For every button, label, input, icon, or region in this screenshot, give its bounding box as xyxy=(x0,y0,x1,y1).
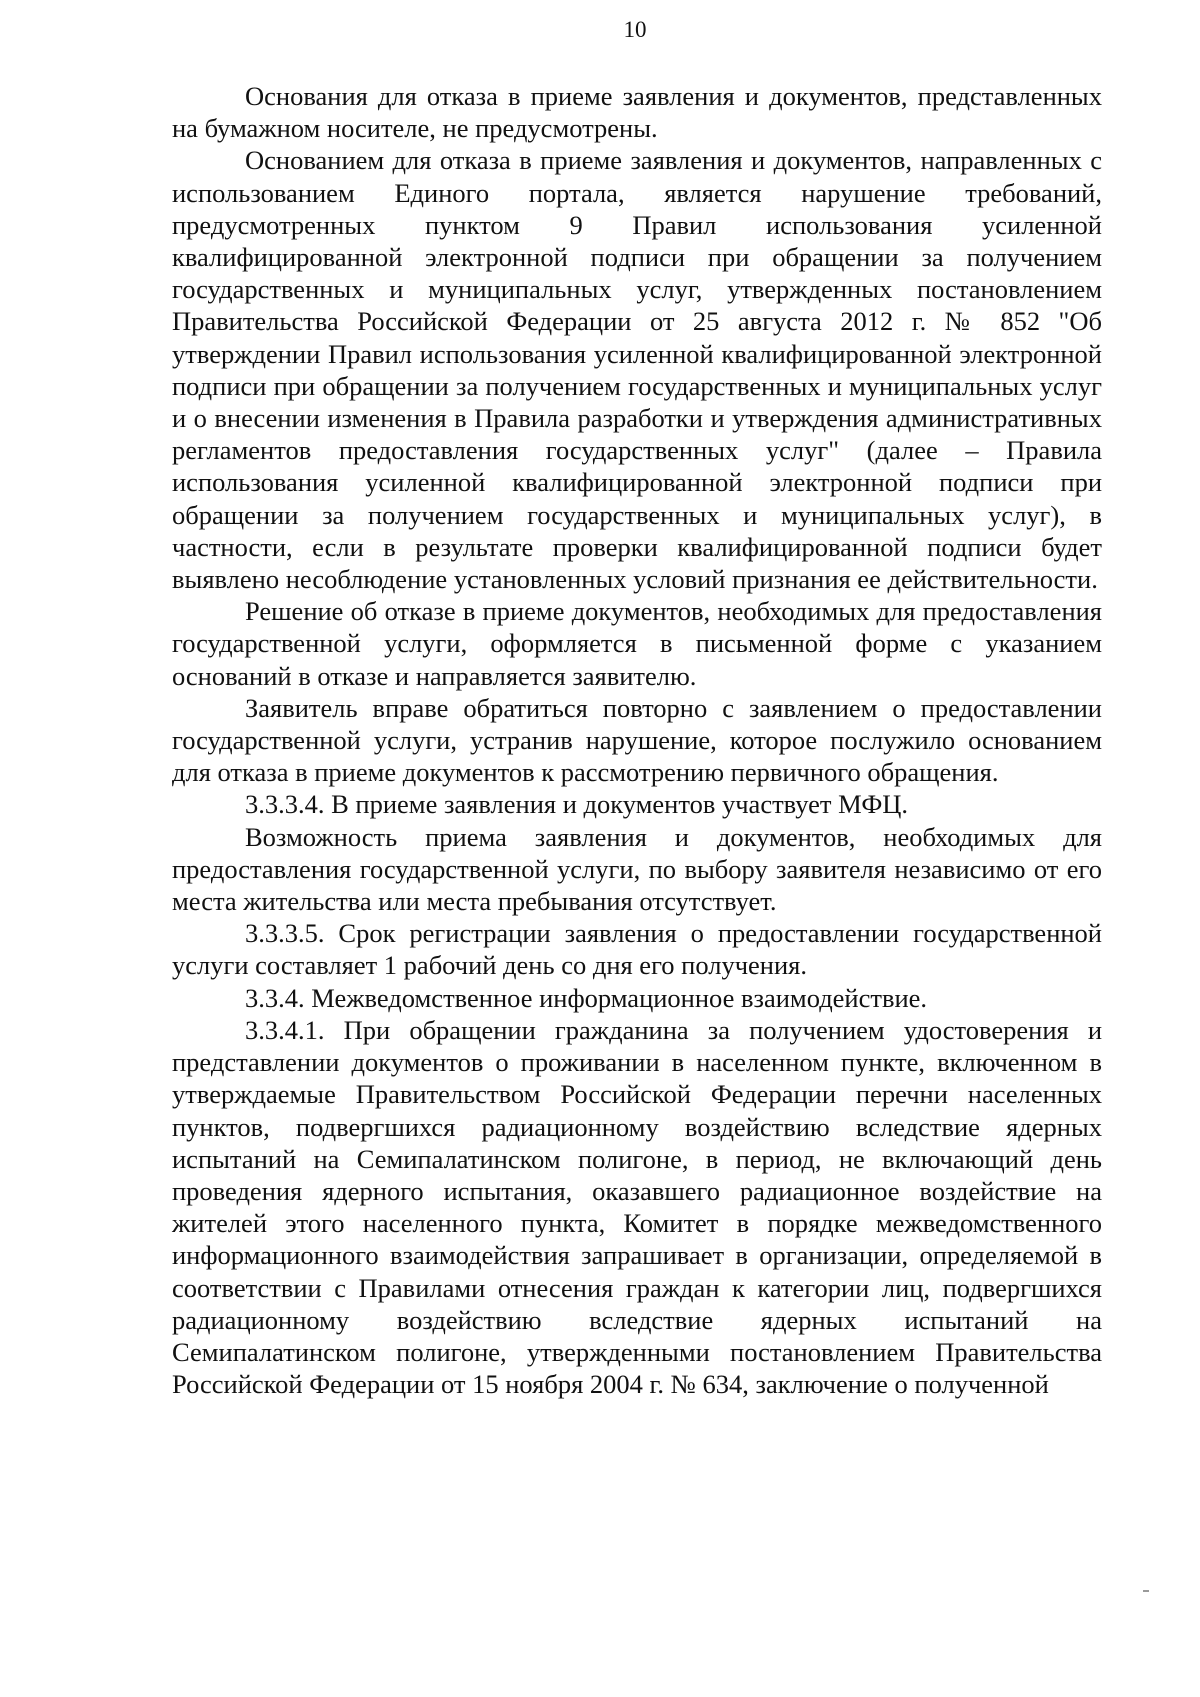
paragraph-extraterritorial: Возможность приема заявления и документов, необходимых для предоставления государственной услуги, по выбору заявителя независимо от его места жительства или места пребывания отсутствует. xyxy=(172,821,1102,917)
paragraph-3-3-4: 3.3.4. Межведомственное информационное взаимодействие. xyxy=(245,982,928,1013)
page-number: 10 xyxy=(623,17,647,42)
paragraph-refusal-portal: Основанием для отказа в приеме заявления и документов, направленных с использованием Единого портала, является нарушение требований, предусмотренных пунктом 9 Правил использования усиленной квалифицированной электронной подписи при обращении за получением государственных и муниципальных услуг, утвержденных постановлением Правительства Российской Федерации от 25 августа 2012 г. № 852 "Об утверждении Правил использования усиленной квалифицированной электронной подписи при обращении за получением государственных и муниципальных услуг и о внесении изменения в Правила разработки и утверждения административных регламентов предоставления государственных услуг" (далее – Правила использования усиленной квалифицированной электронной подписи при обращении за получением государственных и муниципальных услуг), в частности, если в результате проверки квалифицированной подписи будет выявлено несоблюдение установленных условий признания ее действительности. xyxy=(172,145,1102,595)
paragraph-refusal-paper: Основания для отказа в приеме заявления и документов, представленных на бумажном носителе, не предусмотрены. xyxy=(172,81,1102,144)
scan-artifact xyxy=(1143,1590,1149,1592)
paragraph-3-3-4-1: 3.3.4.1. При обращении гражданина за получением удостоверения и представлении документов о проживании в населенном пункте, включенном в утверждаемые Правительством Российской Федерации перечни населенных пунктов, подвергшихся радиационному воздействию вследствие ядерных испытаний на Семипалатинском полигоне, в период, не включающий день проведения ядерного испытания, оказавшего радиационное воздействие на жителей этого населенного пункта, Комитет в порядке межведомственного информационного взаимодействия запрашивает в организации, определяемой в соответствии с Правилами отнесения граждан к категории лиц, подвергшихся радиационному воздействию вследствие ядерных испытаний на Семипалатинском полигоне, утвержденными постановлением Правительства Российской Федерации от 15 ноября 2004 г. № 634, заключение о полученной xyxy=(172,1014,1102,1400)
paragraph-3-3-3-5: 3.3.3.5. Срок регистрации заявления о предоставлении государственной услуги составляет 1 рабочий день со дня его получения. xyxy=(172,918,1102,981)
paragraph-reapplication: Заявитель вправе обратиться повторно с заявлением о предоставлении государственной услуги, устранив нарушение, которое послужило основанием для отказа в приеме документов к рассмотрению первичного обращения. xyxy=(172,692,1102,788)
document-body xyxy=(172,80,1102,1400)
paragraph-refusal-decision: Решение об отказе в приеме документов, необходимых для предоставления государственной услуги, оформляется в письменной форме с указанием оснований в отказе и направляется заявителю. xyxy=(172,596,1102,691)
paragraph-3-3-3-4: 3.3.3.4. В приеме заявления и документов участвует МФЦ. xyxy=(245,789,909,820)
